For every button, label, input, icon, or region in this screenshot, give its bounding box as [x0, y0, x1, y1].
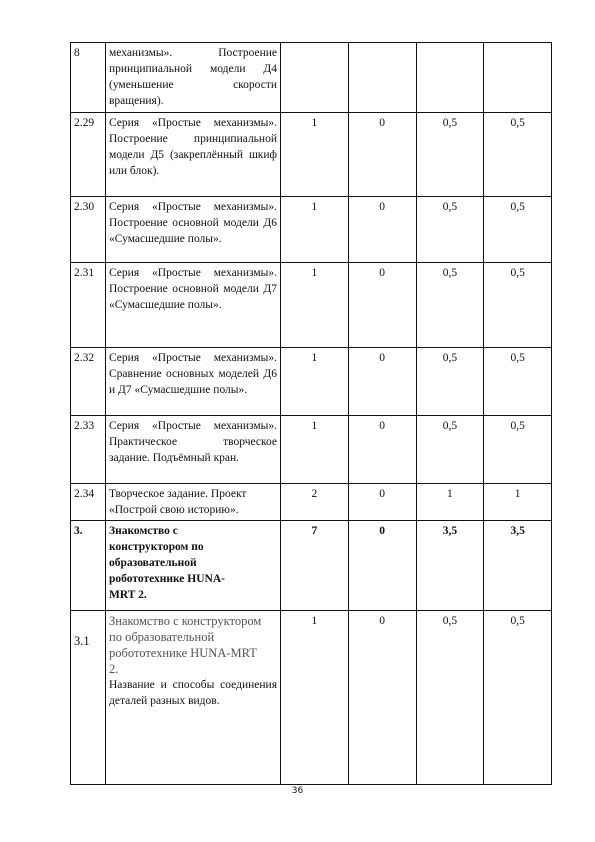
row-topic: Серия «Простые механизмы». Построение основной модели Д7 «Сумасшедшие полы». [106, 263, 281, 348]
table-row [71, 611, 552, 785]
hours-theory: 0 [348, 263, 416, 348]
row-number: 2.29 [71, 113, 106, 197]
row-topic: Серия «Простые механизмы». Практическое творческое задание. Подъёмный кран. [106, 416, 281, 484]
hours-practice-a: 0,5 [416, 263, 484, 348]
hours-practice-a: 0,5 [416, 416, 484, 484]
hours-theory: 0 [348, 348, 416, 416]
row-topic: Серия «Простые механизмы». Построение основной модели Д6 «Сумасшедшие полы». [106, 197, 281, 263]
row-topic: Творческое задание. Проект «Построй свою историю». [106, 484, 281, 521]
row-topic-intro: Знакомство с конструктором по образовательной робототехнике HUNA-MRT 2. [109, 614, 262, 676]
section-title: Знакомство с конструктором по образовательной робототехнике HUNA-MRT 2. [106, 521, 281, 611]
hours-total: 1 [281, 611, 349, 785]
row-topic [106, 611, 281, 785]
hours-theory: 0 [348, 416, 416, 484]
hours-practice-a: 0,5 [416, 611, 484, 785]
row-number: 3.1 [71, 611, 106, 785]
hours-practice-b: 3,5 [484, 521, 552, 611]
hours-practice-b [484, 43, 552, 113]
hours-total: 1 [281, 197, 349, 263]
hours-total: 1 [281, 416, 349, 484]
hours-theory: 0 [348, 197, 416, 263]
row-topic: Серия «Простые механизмы». Построение принципиальной модели Д5 (закреплённый шкиф или блок). [106, 113, 281, 197]
hours-total [281, 43, 349, 113]
hours-total: 7 [281, 521, 349, 611]
row-number: 8 [71, 43, 106, 113]
hours-practice-a: 0,5 [416, 197, 484, 263]
hours-practice-a: 0,5 [416, 113, 484, 197]
table-row [71, 197, 552, 263]
page-number: 36 [291, 786, 304, 796]
table-row [71, 113, 552, 197]
hours-practice-b: 0,5 [484, 348, 552, 416]
hours-practice-a: 3,5 [416, 521, 484, 611]
hours-practice-b: 0,5 [484, 263, 552, 348]
hours-practice-a: 1 [416, 484, 484, 521]
hours-total: 1 [281, 113, 349, 197]
hours-theory: 0 [348, 113, 416, 197]
hours-practice-b: 0,5 [484, 611, 552, 785]
hours-theory [348, 43, 416, 113]
table-row [71, 43, 552, 113]
hours-practice-a: 0,5 [416, 348, 484, 416]
row-number: 2.34 [71, 484, 106, 521]
hours-theory: 0 [348, 611, 416, 785]
row-topic: Серия «Простые механизмы». Сравнение основных моделей Д6 и Д7 «Сумасшедшие полы». [106, 348, 281, 416]
hours-practice-b: 0,5 [484, 197, 552, 263]
table-row [71, 484, 552, 521]
hours-total: 1 [281, 263, 349, 348]
row-number: 2.30 [71, 197, 106, 263]
table-row [71, 263, 552, 348]
hours-practice-a [416, 43, 484, 113]
hours-practice-b: 1 [484, 484, 552, 521]
row-number: 2.31 [71, 263, 106, 348]
schedule-table [70, 42, 552, 785]
hours-theory: 0 [348, 521, 416, 611]
row-number: 2.33 [71, 416, 106, 484]
table-row [71, 416, 552, 484]
row-number: 2.32 [71, 348, 106, 416]
table-row [71, 348, 552, 416]
hours-practice-b: 0,5 [484, 416, 552, 484]
table-row-section [71, 521, 552, 611]
hours-total: 2 [281, 484, 349, 521]
row-topic-detail: Название и способы соединения деталей разных видов. [109, 679, 277, 707]
hours-theory: 0 [348, 484, 416, 521]
hours-practice-b: 0,5 [484, 113, 552, 197]
row-topic: механизмы». Построение принципиальной модели Д4 (уменьшение скорости вращения). [106, 43, 281, 113]
hours-total: 1 [281, 348, 349, 416]
section-number: 3. [71, 521, 106, 611]
